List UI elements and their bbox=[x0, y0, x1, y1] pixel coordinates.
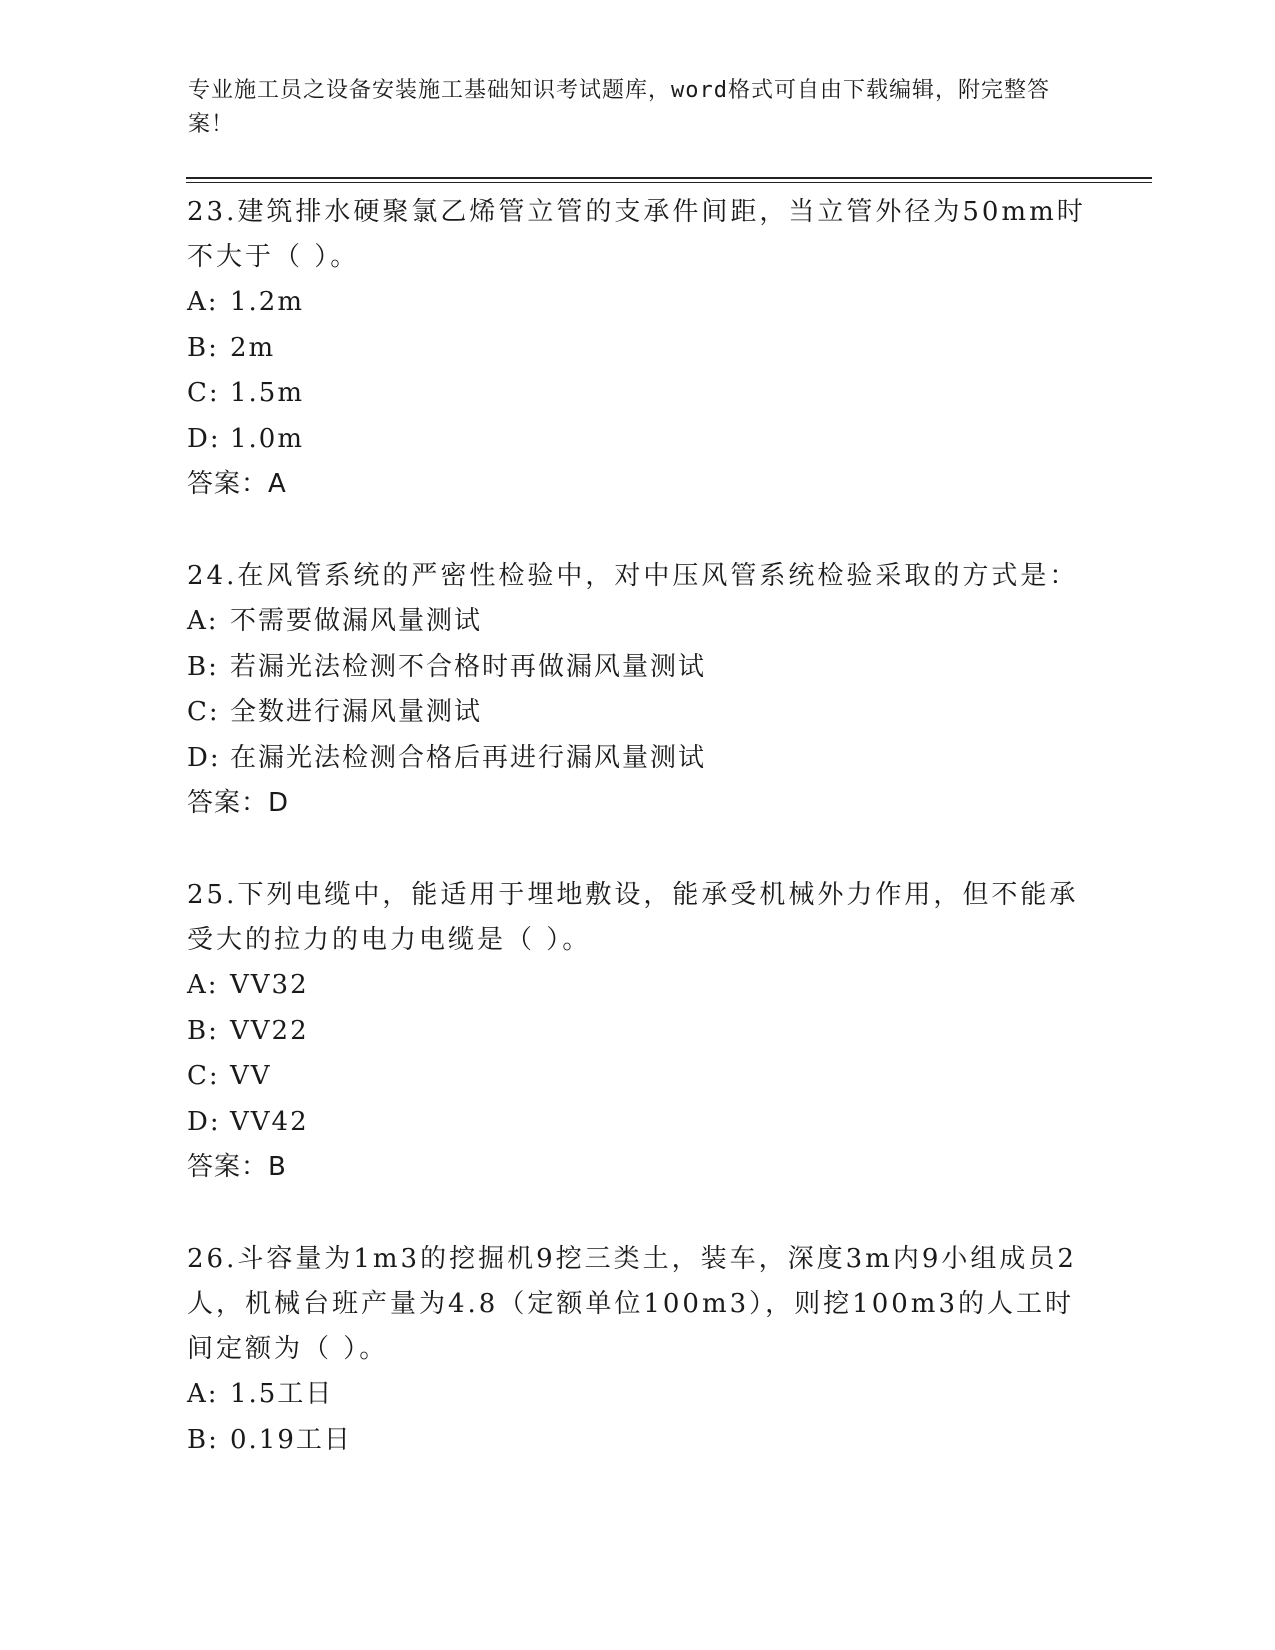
option-d bbox=[187, 417, 1087, 463]
option-letter: C: bbox=[187, 1061, 220, 1091]
option-letter: B: bbox=[187, 332, 219, 363]
option-letter: A: bbox=[187, 287, 219, 317]
option-text: VV bbox=[230, 1061, 272, 1091]
option-letter: A: bbox=[187, 1379, 219, 1409]
option-b bbox=[187, 645, 1087, 691]
option-letter: B: bbox=[187, 1015, 219, 1046]
question-stem: 25.下列电缆中，能适用于埋地敷设，能承受机械外力作用，但不能承受大的拉力的电力电缆是（ ）。 bbox=[187, 880, 1079, 955]
option-c bbox=[187, 1054, 1087, 1100]
option-c bbox=[187, 371, 1087, 417]
question-26 bbox=[187, 1237, 1087, 1463]
option-text: 在漏光法检测合格后再进行漏风量测试 bbox=[230, 742, 707, 773]
header-divider-thin bbox=[186, 182, 1152, 183]
option-b bbox=[187, 1418, 1087, 1464]
option-text: 1.0m bbox=[230, 423, 305, 454]
option-letter: B: bbox=[187, 651, 219, 682]
option-text: 2m bbox=[230, 332, 276, 363]
option-d bbox=[187, 736, 1087, 782]
option-letter: A: bbox=[187, 970, 219, 1000]
option-text: 1.2m bbox=[230, 287, 305, 317]
option-text: 全数进行漏风量测试 bbox=[230, 697, 483, 727]
option-b bbox=[187, 326, 1087, 372]
option-a bbox=[187, 280, 1087, 326]
option-text: VV42 bbox=[230, 1106, 309, 1137]
option-letter: B: bbox=[187, 1424, 219, 1455]
question-23 bbox=[187, 190, 1087, 507]
option-a bbox=[187, 599, 1087, 645]
question-list bbox=[187, 190, 1087, 1510]
question-25 bbox=[187, 873, 1087, 1190]
option-letter: C: bbox=[187, 378, 220, 408]
answer-line: 答案：B bbox=[187, 1152, 287, 1182]
answer-line: 答案：A bbox=[187, 469, 287, 499]
answer-line: 答案：D bbox=[187, 788, 290, 818]
option-text: VV22 bbox=[230, 1015, 309, 1046]
option-a bbox=[187, 963, 1087, 1009]
option-letter: D: bbox=[187, 742, 221, 773]
option-text: 若漏光法检测不合格时再做漏风量测试 bbox=[230, 651, 707, 682]
question-stem: 26.斗容量为1m3的挖掘机9挖三类土，装车，深度3m内9小组成员2人，机械台班产量为4.8（定额单位100m3），则挖100m3的人工时间定额为（ ）。 bbox=[187, 1244, 1077, 1364]
option-letter: D: bbox=[187, 423, 221, 454]
option-text: 1.5m bbox=[230, 378, 305, 408]
header-divider-thick bbox=[186, 177, 1152, 179]
option-b bbox=[187, 1009, 1087, 1055]
option-text: 不需要做漏风量测试 bbox=[230, 606, 483, 636]
option-a bbox=[187, 1372, 1087, 1418]
option-text: VV32 bbox=[230, 970, 309, 1000]
option-letter: A: bbox=[187, 606, 219, 636]
question-stem: 24.在风管系统的严密性检验中，对中压风管系统检验采取的方式是： bbox=[187, 561, 1079, 591]
document-header: 专业施工员之设备安装施工基础知识考试题库，word格式可自由下载编辑，附完整答案！ bbox=[188, 78, 1050, 137]
question-stem: 23.建筑排水硬聚氯乙烯管立管的支承件间距，当立管外径为50mm时不大于（ ）。 bbox=[187, 197, 1086, 272]
option-text: 1.5工日 bbox=[230, 1379, 334, 1409]
option-letter: D: bbox=[187, 1106, 221, 1137]
option-text: 0.19工日 bbox=[230, 1424, 352, 1455]
question-24 bbox=[187, 554, 1087, 826]
option-c bbox=[187, 690, 1087, 736]
option-letter: C: bbox=[187, 697, 220, 727]
option-d bbox=[187, 1100, 1087, 1146]
